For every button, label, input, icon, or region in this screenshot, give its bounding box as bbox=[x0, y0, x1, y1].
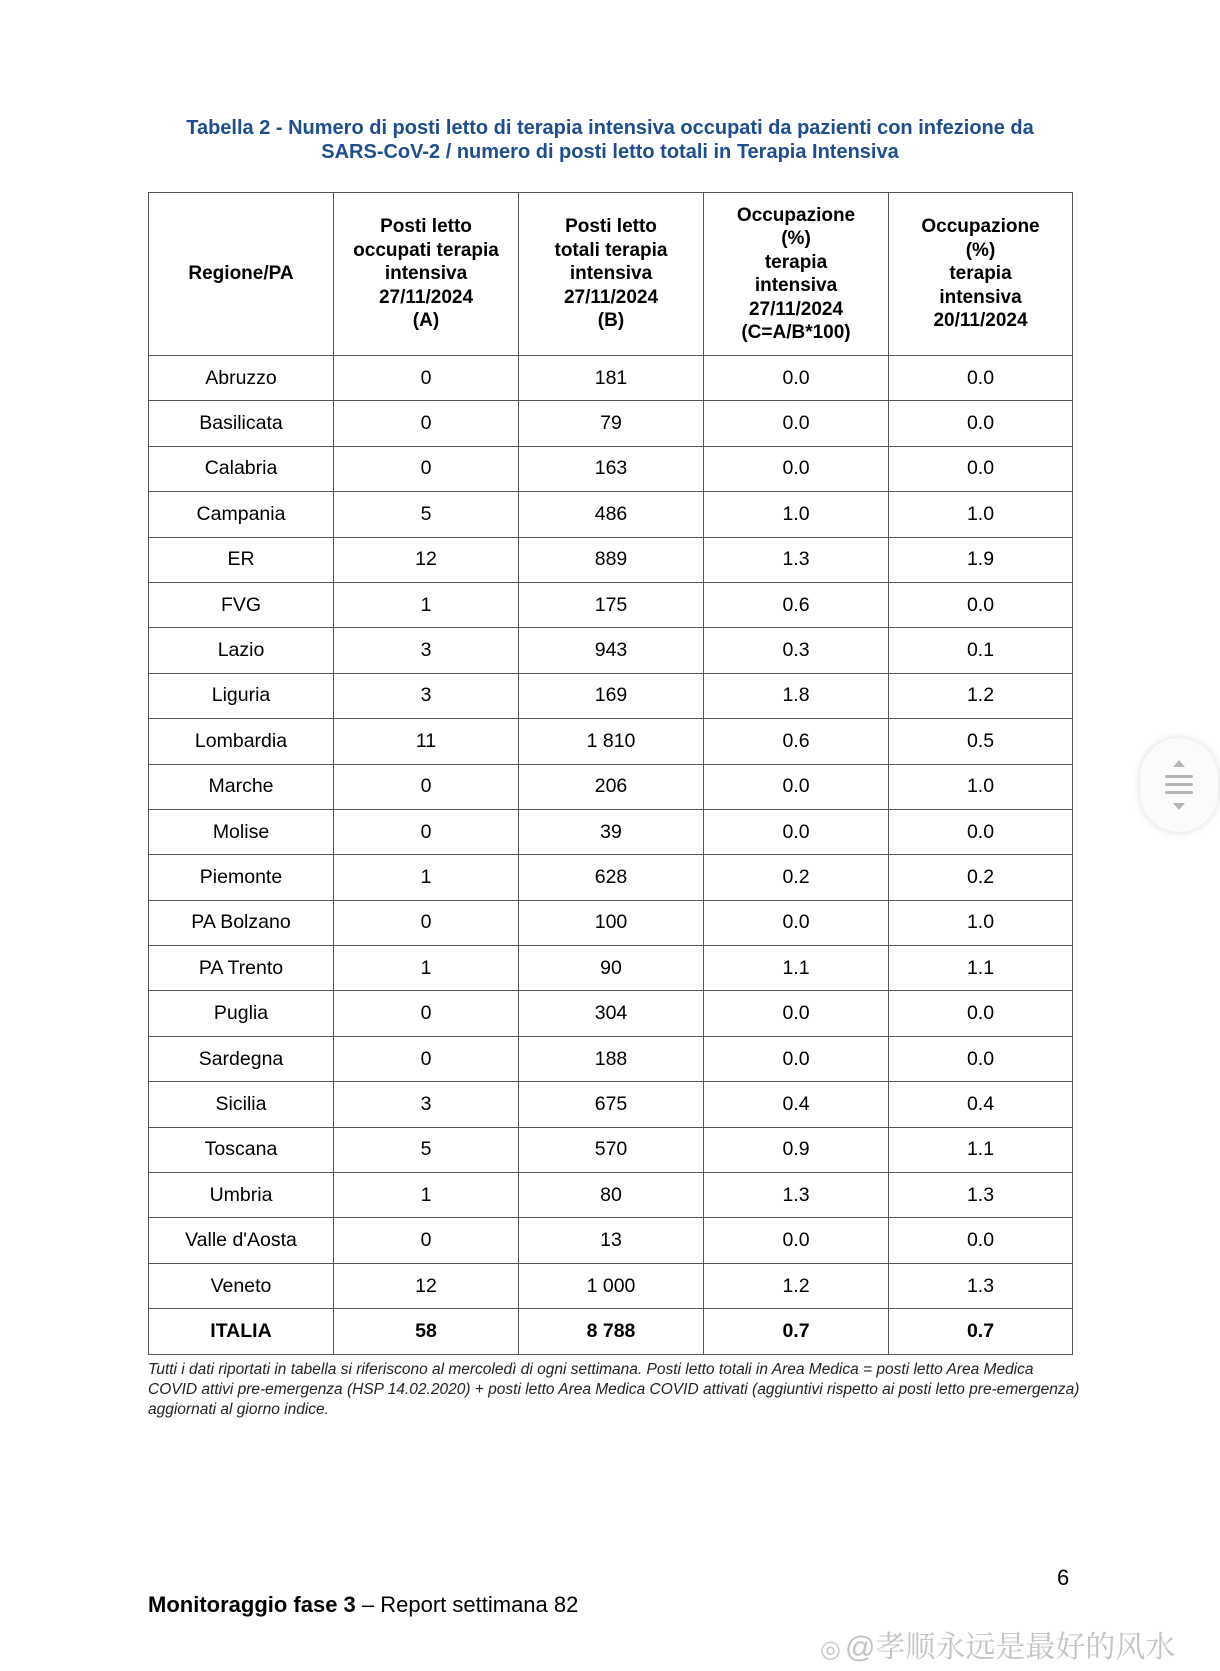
occupancy-current-cell: 0.2 bbox=[704, 855, 889, 900]
total-cell: 675 bbox=[519, 1082, 704, 1127]
total-cell: 169 bbox=[519, 673, 704, 718]
occupancy-current-cell: 0.6 bbox=[704, 582, 889, 627]
region-cell: Molise bbox=[149, 809, 334, 854]
occupancy-previous-cell: 1.2 bbox=[889, 673, 1073, 718]
occupancy-current-cell: 1.1 bbox=[704, 946, 889, 991]
occupancy-current-cell: 0.6 bbox=[704, 719, 889, 764]
total-cell: 188 bbox=[519, 1036, 704, 1081]
header-line: intensiva bbox=[939, 286, 1022, 308]
occupancy-previous-cell: 0.5 bbox=[889, 719, 1073, 764]
occupied-cell: 0 bbox=[334, 356, 519, 401]
occupied-cell: 3 bbox=[334, 628, 519, 673]
total-cell: 181 bbox=[519, 356, 704, 401]
table-row bbox=[149, 673, 1073, 718]
watermark bbox=[820, 1622, 1175, 1666]
occupancy-previous-cell: 0.0 bbox=[889, 401, 1073, 446]
occupancy-previous-cell: 1.3 bbox=[889, 1173, 1073, 1218]
total-cell: 628 bbox=[519, 855, 704, 900]
table-row bbox=[149, 809, 1073, 854]
occupancy-previous-cell: 0.0 bbox=[889, 446, 1073, 491]
region-cell: Sicilia bbox=[149, 1082, 334, 1127]
region-cell: Marche bbox=[149, 764, 334, 809]
total-cell: 100 bbox=[519, 900, 704, 945]
header-line: Posti letto bbox=[380, 216, 472, 238]
table-row bbox=[149, 582, 1073, 627]
header-line: Regione/PA bbox=[188, 263, 294, 285]
total-cell: 90 bbox=[519, 946, 704, 991]
weibo-icon: ◎ bbox=[820, 1636, 841, 1663]
header-cell-occupied bbox=[334, 193, 519, 356]
table-row bbox=[149, 1127, 1073, 1172]
occupancy-current-cell: 0.4 bbox=[704, 1082, 889, 1127]
region-cell: Calabria bbox=[149, 446, 334, 491]
region-cell: Puglia bbox=[149, 991, 334, 1036]
occupied-cell: 1 bbox=[334, 582, 519, 627]
table-row bbox=[149, 946, 1073, 991]
header-line: (A) bbox=[412, 310, 440, 332]
region-cell: ITALIA bbox=[149, 1309, 334, 1354]
table-row bbox=[149, 1082, 1073, 1127]
scroll-handle-icon bbox=[1164, 758, 1194, 812]
total-cell: 1 000 bbox=[519, 1263, 704, 1308]
header-line: Occupazione bbox=[921, 216, 1040, 238]
header-line: totali terapia bbox=[554, 239, 668, 261]
occupancy-current-cell: 0.0 bbox=[704, 356, 889, 401]
header-line: Posti letto bbox=[565, 216, 657, 238]
occupancy-current-cell: 0.0 bbox=[704, 1036, 889, 1081]
region-cell: Lazio bbox=[149, 628, 334, 673]
footer-report-series: Monitoraggio fase 3 bbox=[148, 1592, 356, 1617]
occupancy-previous-cell: 1.1 bbox=[889, 946, 1073, 991]
occupancy-current-cell: 0.0 bbox=[704, 764, 889, 809]
table-row bbox=[149, 855, 1073, 900]
total-cell: 79 bbox=[519, 401, 704, 446]
occupied-cell: 0 bbox=[334, 1036, 519, 1081]
occupancy-previous-cell: 0.0 bbox=[889, 1218, 1073, 1263]
table-row bbox=[149, 401, 1073, 446]
occupied-cell: 1 bbox=[334, 1173, 519, 1218]
occupancy-current-cell: 1.2 bbox=[704, 1263, 889, 1308]
region-cell: Piemonte bbox=[149, 855, 334, 900]
occupancy-previous-cell: 0.4 bbox=[889, 1082, 1073, 1127]
region-cell: Liguria bbox=[149, 673, 334, 718]
region-cell: ER bbox=[149, 537, 334, 582]
table-body bbox=[149, 356, 1073, 1355]
table-title-line-1: Tabella 2 - Numero di posti letto di terapia intensiva occupati da pazienti con infezione da bbox=[186, 117, 1034, 139]
table-title bbox=[130, 116, 1090, 164]
region-cell: Campania bbox=[149, 492, 334, 537]
header-cell-occupancy-previous bbox=[889, 193, 1073, 356]
header-line: terapia bbox=[764, 251, 828, 273]
occupied-cell: 0 bbox=[334, 900, 519, 945]
occupancy-current-cell: 0.7 bbox=[704, 1309, 889, 1354]
watermark-text: @孝顺永远是最好的风水 bbox=[844, 1631, 1176, 1664]
page-number: 6 bbox=[1057, 1565, 1070, 1590]
occupied-cell: 12 bbox=[334, 537, 519, 582]
occupancy-previous-cell: 0.0 bbox=[889, 809, 1073, 854]
occupancy-previous-cell: 0.0 bbox=[889, 582, 1073, 627]
occupancy-previous-cell: 0.2 bbox=[889, 855, 1073, 900]
table-note: Tutti i dati riportati in tabella si riferiscono al mercoledì di ogni settimana. Posti letto totali in Area Medica = posti letto Area Medica COVID attivi pre-emergenza (HSP 14.02.2020) + posti letto Area Medica COVID attivati (aggiuntivi rispetto ai posti letto pre-emergenza) aggiornati al giorno indice. bbox=[148, 1361, 1080, 1418]
occupied-cell: 0 bbox=[334, 809, 519, 854]
region-cell: Umbria bbox=[149, 1173, 334, 1218]
region-cell: Lombardia bbox=[149, 719, 334, 764]
region-cell: Basilicata bbox=[149, 401, 334, 446]
total-cell: 304 bbox=[519, 991, 704, 1036]
occupied-cell: 58 bbox=[334, 1309, 519, 1354]
occupancy-previous-cell: 1.0 bbox=[889, 764, 1073, 809]
occupancy-current-cell: 0.0 bbox=[704, 1218, 889, 1263]
occupied-cell: 0 bbox=[334, 446, 519, 491]
icu-occupancy-table bbox=[148, 192, 1073, 1355]
header-line: intensiva bbox=[384, 263, 468, 285]
occupancy-current-cell: 0.0 bbox=[704, 991, 889, 1036]
header-line: 20/11/2024 bbox=[933, 310, 1028, 332]
header-line: (%) bbox=[965, 239, 996, 261]
occupancy-previous-cell: 1.0 bbox=[889, 492, 1073, 537]
occupancy-current-cell: 0.3 bbox=[704, 628, 889, 673]
table-row bbox=[149, 537, 1073, 582]
occupied-cell: 1 bbox=[334, 946, 519, 991]
total-cell: 943 bbox=[519, 628, 704, 673]
header-line: intensiva bbox=[569, 263, 653, 285]
region-cell: PA Trento bbox=[149, 946, 334, 991]
occupancy-previous-cell: 0.1 bbox=[889, 628, 1073, 673]
table-row bbox=[149, 1173, 1073, 1218]
occupied-cell: 11 bbox=[334, 719, 519, 764]
occupancy-previous-cell: 1.1 bbox=[889, 1127, 1073, 1172]
occupancy-current-cell: 0.0 bbox=[704, 446, 889, 491]
occupancy-current-cell: 0.9 bbox=[704, 1127, 889, 1172]
header-cell-region bbox=[149, 193, 334, 356]
occupancy-previous-cell: 0.0 bbox=[889, 356, 1073, 401]
header-row bbox=[149, 193, 1073, 356]
table-row bbox=[149, 1218, 1073, 1263]
occupancy-previous-cell: 0.0 bbox=[889, 991, 1073, 1036]
table-row bbox=[149, 492, 1073, 537]
occupancy-previous-cell: 1.0 bbox=[889, 900, 1073, 945]
region-cell: Veneto bbox=[149, 1263, 334, 1308]
total-cell: 8 788 bbox=[519, 1309, 704, 1354]
total-cell: 889 bbox=[519, 537, 704, 582]
table-row bbox=[149, 446, 1073, 491]
occupancy-previous-cell: 0.7 bbox=[889, 1309, 1073, 1354]
region-cell: FVG bbox=[149, 582, 334, 627]
occupancy-previous-cell: 0.0 bbox=[889, 1036, 1073, 1081]
header-line: terapia bbox=[949, 263, 1012, 285]
header-line: 27/11/2024 bbox=[378, 286, 474, 308]
header-line: 27/11/2024 bbox=[748, 298, 844, 320]
total-cell: 570 bbox=[519, 1127, 704, 1172]
occupancy-current-cell: 1.3 bbox=[704, 1173, 889, 1218]
table-title-line-2: SARS-CoV-2 / numero di posti letto totali in Terapia Intensiva bbox=[321, 141, 899, 163]
occupancy-current-cell: 1.0 bbox=[704, 492, 889, 537]
occupancy-current-cell: 0.0 bbox=[704, 809, 889, 854]
occupied-cell: 5 bbox=[334, 1127, 519, 1172]
occupancy-previous-cell: 1.9 bbox=[889, 537, 1073, 582]
scroll-handle[interactable] bbox=[1140, 738, 1218, 832]
footer-report-week: – Report settimana 82 bbox=[355, 1592, 579, 1617]
table-row bbox=[149, 1036, 1073, 1081]
total-row bbox=[149, 1309, 1073, 1354]
header-line: Occupazione bbox=[736, 204, 856, 226]
region-cell: PA Bolzano bbox=[149, 900, 334, 945]
occupied-cell: 0 bbox=[334, 1218, 519, 1263]
header-line: intensiva bbox=[754, 275, 838, 296]
occupancy-current-cell: 0.0 bbox=[704, 900, 889, 945]
header-line: (%) bbox=[781, 228, 811, 249]
table-row bbox=[149, 719, 1073, 764]
occupancy-current-cell: 0.0 bbox=[704, 401, 889, 446]
occupancy-current-cell: 1.8 bbox=[704, 673, 889, 718]
occupancy-current-cell: 1.3 bbox=[704, 537, 889, 582]
region-cell: Sardegna bbox=[149, 1036, 334, 1081]
occupied-cell: 3 bbox=[334, 1082, 519, 1127]
header-cell-total bbox=[519, 193, 704, 356]
total-cell: 206 bbox=[519, 764, 704, 809]
occupied-cell: 0 bbox=[334, 764, 519, 809]
table-row bbox=[149, 356, 1073, 401]
region-cell: Toscana bbox=[149, 1127, 334, 1172]
total-cell: 486 bbox=[519, 492, 704, 537]
occupied-cell: 5 bbox=[334, 492, 519, 537]
table-row bbox=[149, 628, 1073, 673]
total-cell: 163 bbox=[519, 446, 704, 491]
occupied-cell: 12 bbox=[334, 1263, 519, 1308]
table-row bbox=[149, 764, 1073, 809]
region-cell: Abruzzo bbox=[149, 356, 334, 401]
total-cell: 80 bbox=[519, 1173, 704, 1218]
table-row bbox=[149, 991, 1073, 1036]
table-row bbox=[149, 900, 1073, 945]
table-row bbox=[149, 1263, 1073, 1308]
report-footer bbox=[148, 1592, 578, 1618]
header-line: (B) bbox=[597, 310, 625, 332]
occupancy-previous-cell: 1.3 bbox=[889, 1263, 1073, 1308]
total-cell: 175 bbox=[519, 582, 704, 627]
occupied-cell: 0 bbox=[334, 991, 519, 1036]
total-cell: 13 bbox=[519, 1218, 704, 1263]
occupied-cell: 0 bbox=[334, 401, 519, 446]
header-line: 27/11/2024 bbox=[563, 286, 659, 308]
header-line: occupati terapia bbox=[353, 239, 499, 261]
total-cell: 39 bbox=[519, 809, 704, 854]
total-cell: 1 810 bbox=[519, 719, 704, 764]
occupied-cell: 3 bbox=[334, 673, 519, 718]
header-cell-occupancy-current bbox=[704, 193, 889, 356]
region-cell: Valle d'Aosta bbox=[149, 1218, 334, 1263]
occupied-cell: 1 bbox=[334, 855, 519, 900]
header-line: (C=A/B*100) bbox=[741, 322, 851, 343]
